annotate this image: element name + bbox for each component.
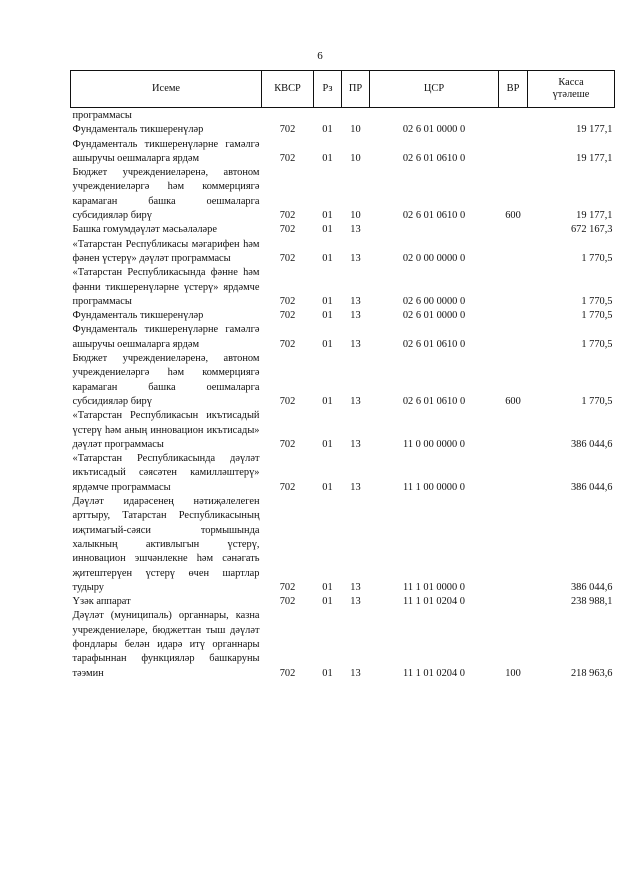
row-name: Башка гомумдәүләт мәсьәләләре — [72, 224, 217, 236]
row-rz: 01 — [322, 310, 333, 322]
row-rz: 01 — [322, 481, 333, 493]
row-amount: 238 988,1 — [570, 596, 613, 608]
row-pr: 13 — [350, 310, 361, 322]
row-pr: 10 — [350, 210, 361, 222]
table-row — [71, 223, 615, 237]
row-kvsr: 702 — [279, 438, 296, 450]
row-kvsr: 702 — [279, 295, 296, 307]
row-rz: 01 — [322, 395, 333, 407]
row-csr: 02 6 00 0000 0 — [402, 295, 466, 307]
row-name: «Татарстан Республикасы мәгарифен һәм фәнен үстерү» дәүләт программасы — [72, 238, 260, 264]
row-pr: 10 — [350, 124, 361, 136]
row-vr — [499, 495, 528, 595]
column-header-name: Исеме — [71, 71, 262, 108]
row-name: Фундаменталь тикшеренүләр — [72, 310, 204, 322]
column-header-pr: ПР — [342, 71, 370, 108]
column-header-amount: Касса үтәлеше — [528, 71, 615, 108]
row-name: «Татарстан Республикасын икътисадый үстерү һәм аның инновацион икътисады» дәүләт программасы — [72, 410, 260, 450]
row-amount: 672 167,3 — [570, 224, 613, 236]
budget-table — [70, 70, 615, 681]
row-amount: 19 177,1 — [576, 124, 613, 136]
row-pr: 10 — [350, 152, 361, 164]
table-row — [71, 352, 615, 409]
row-pr: 13 — [350, 481, 361, 493]
column-header-kvsr: КВСР — [262, 71, 314, 108]
row-pr: 13 — [350, 395, 361, 407]
row-kvsr: 702 — [279, 152, 296, 164]
row-amount: 19 177,1 — [576, 210, 613, 222]
row-pr — [342, 108, 370, 124]
table-row — [71, 609, 615, 680]
row-name: Бюджет учреждениеләренә, автоном учреждениеләргә һәм коммерциягә карамаган башка оешмаларга субсидияләр бирү — [72, 353, 260, 407]
row-rz: 01 — [322, 667, 333, 679]
table-row — [71, 495, 615, 595]
row-name: «Татарстан Республикасында фәнне һәм фәнни тикшеренүләрне үстерү» ярдәмче программасы — [72, 267, 260, 307]
row-name: программасы — [72, 110, 132, 121]
row-rz: 01 — [322, 438, 333, 450]
row-csr: 11 1 01 0000 0 — [403, 581, 465, 593]
row-kvsr: 702 — [279, 310, 296, 322]
table-row — [71, 309, 615, 323]
row-amount: 1 770,5 — [581, 252, 613, 264]
row-rz: 01 — [322, 581, 333, 593]
table-row — [71, 108, 615, 124]
row-kvsr: 702 — [279, 667, 296, 679]
row-csr — [370, 223, 499, 237]
row-pr: 13 — [350, 596, 361, 608]
row-kvsr: 702 — [279, 224, 296, 236]
row-csr: 02 6 01 0000 0 — [402, 310, 466, 322]
row-pr: 13 — [350, 438, 361, 450]
row-amount: 1 770,5 — [581, 310, 613, 322]
table-row — [71, 452, 615, 495]
row-vr — [499, 238, 528, 267]
row-amount: 1 770,5 — [581, 338, 613, 350]
row-amount: 1 770,5 — [581, 295, 613, 307]
row-rz: 01 — [322, 224, 333, 236]
row-amount: 386 044,6 — [570, 581, 613, 593]
table-row — [71, 138, 615, 167]
row-name: Дәүләт (муниципаль) органнары, казна учреждениеләре, бюджеттан тыш дәүләт фондлары белән идарә итү органнары тарафыннан функцияләр башкаруны тәэмин — [72, 610, 260, 679]
row-csr — [370, 108, 499, 124]
row-pr: 13 — [350, 667, 361, 679]
row-kvsr: 702 — [279, 124, 296, 136]
row-csr: 02 6 01 0610 0 — [402, 395, 466, 407]
row-rz: 01 — [322, 338, 333, 350]
column-header-csr: ЦСР — [370, 71, 499, 108]
row-name: Үзәк аппарат — [72, 596, 131, 608]
row-csr: 02 6 01 0610 0 — [402, 210, 466, 222]
table-row — [71, 166, 615, 223]
page-number: 6 — [317, 50, 323, 62]
row-pr: 13 — [350, 581, 361, 593]
row-csr: 02 6 01 0610 0 — [402, 338, 466, 350]
table-row — [71, 123, 615, 137]
row-kvsr: 702 — [279, 252, 296, 264]
row-name: Бюджет учреждениеләренә, автоном учреждениеләргә һәм коммерциягә карамаган башка оешмаларга субсидияләр бирү — [72, 167, 260, 222]
row-amount: 218 963,6 — [570, 667, 613, 679]
row-kvsr: 702 — [279, 481, 296, 493]
row-vr — [499, 452, 528, 495]
row-kvsr: 702 — [279, 338, 296, 350]
row-csr: 02 0 00 0000 0 — [402, 252, 466, 264]
row-csr: 11 1 01 0204 0 — [403, 667, 465, 679]
row-vr — [499, 595, 528, 609]
row-name: Фундаменталь тикшеренүләр — [72, 124, 204, 136]
row-rz: 01 — [322, 210, 333, 222]
row-amount: 386 044,6 — [570, 438, 613, 450]
row-vr — [499, 323, 528, 352]
row-name: Дәүләт идарәсенең нәтиҗәлелеген арттыру, Татарстан Республикасының иҗтимагый-сәяси тормышында халыкның активлыгын үстерү, инновацион эшчәнлекне һәм сәнәгать җитештерүен үстерү өчен шартлар тудыру — [72, 496, 260, 593]
table-row — [71, 595, 615, 609]
row-amount: 386 044,6 — [570, 481, 613, 493]
row-amount: 19 177,1 — [576, 152, 613, 164]
row-pr: 13 — [350, 252, 361, 264]
row-csr: 11 0 00 0000 0 — [403, 438, 465, 450]
row-vr: 600 — [505, 210, 521, 222]
row-vr: 100 — [505, 667, 521, 679]
row-vr — [499, 409, 528, 452]
row-csr: 02 6 01 0000 0 — [402, 124, 466, 136]
table-row — [71, 266, 615, 309]
row-rz — [314, 108, 342, 124]
row-vr — [499, 123, 528, 137]
row-kvsr: 702 — [279, 581, 296, 593]
row-rz: 01 — [322, 252, 333, 264]
row-kvsr: 702 — [279, 395, 296, 407]
row-rz: 01 — [322, 124, 333, 136]
table-row — [71, 238, 615, 267]
row-vr — [499, 309, 528, 323]
column-header-vr: ВР — [499, 71, 528, 108]
row-kvsr — [262, 108, 314, 124]
row-name: Фундаменталь тикшеренүләрне гамәлгә ашыручы оешмаларга ярдәм — [72, 138, 260, 164]
row-pr: 13 — [350, 224, 361, 236]
row-name: Фундаменталь тикшеренүләрне гамәлгә ашыручы оешмаларга ярдәм — [72, 324, 260, 350]
row-amount — [528, 108, 615, 124]
row-vr: 600 — [505, 395, 521, 407]
row-kvsr: 702 — [279, 596, 296, 608]
table-header-row — [71, 71, 615, 108]
table-body — [71, 108, 615, 681]
row-pr: 13 — [350, 295, 361, 307]
row-vr — [499, 266, 528, 309]
table-row — [71, 323, 615, 352]
row-rz: 01 — [322, 295, 333, 307]
row-vr — [499, 223, 528, 237]
row-kvsr: 702 — [279, 210, 296, 222]
row-pr: 13 — [350, 338, 361, 350]
row-rz: 01 — [322, 152, 333, 164]
row-name: «Татарстан Республикасында дәүләт икътисадый сәясәтен камилләштерү» ярдәмче программасы — [72, 453, 260, 493]
row-rz: 01 — [322, 596, 333, 608]
table-row — [71, 409, 615, 452]
row-amount: 1 770,5 — [581, 395, 613, 407]
row-csr: 11 1 00 0000 0 — [403, 481, 465, 493]
row-vr — [499, 108, 528, 124]
row-csr: 02 6 01 0610 0 — [402, 152, 466, 164]
row-csr: 11 1 01 0204 0 — [403, 596, 465, 608]
row-vr — [499, 138, 528, 167]
column-header-rz: Рз — [314, 71, 342, 108]
